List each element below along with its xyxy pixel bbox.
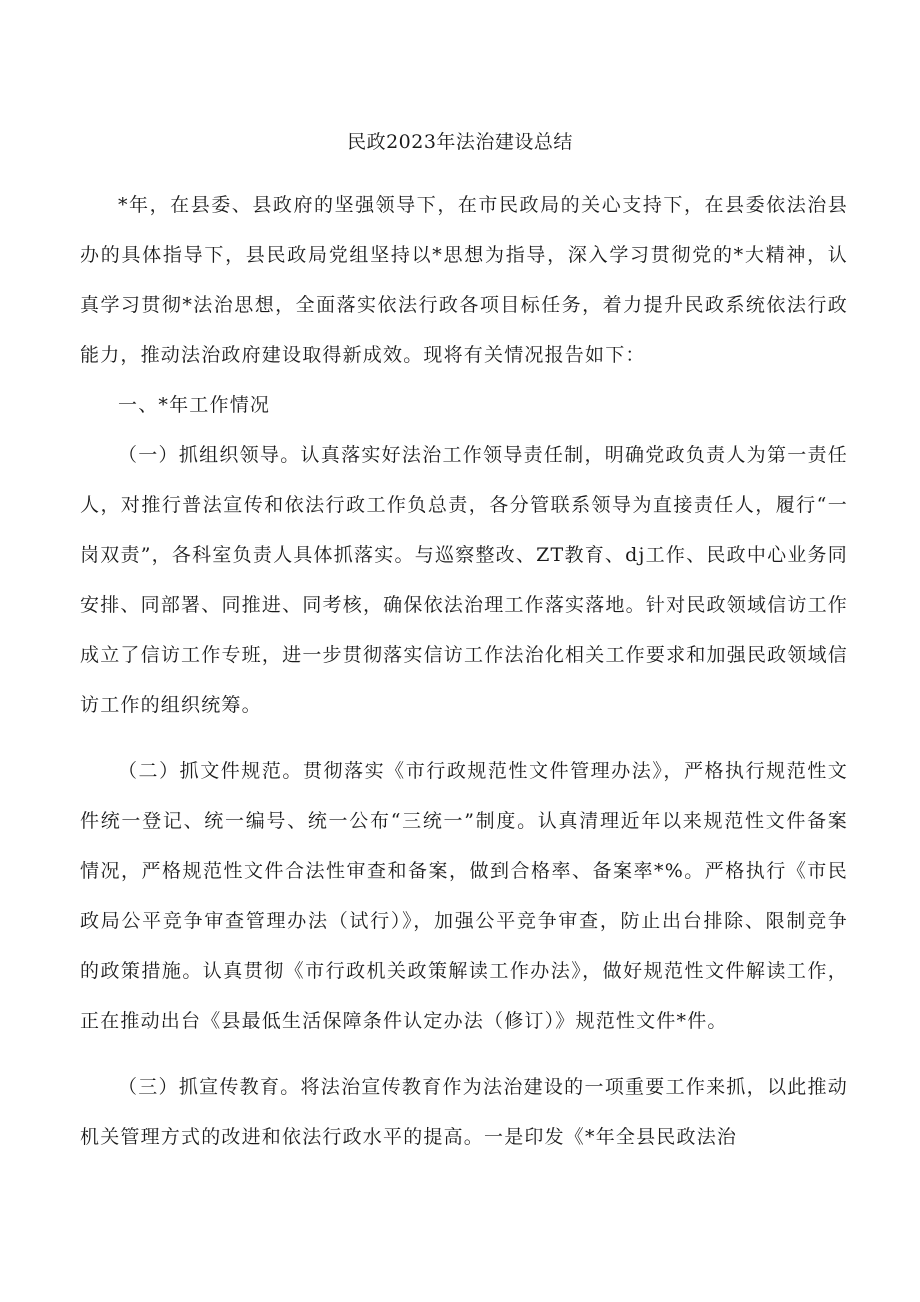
paragraph-gap bbox=[80, 730, 848, 746]
paragraph-organization: （一）抓组织领导。认真落实好法治工作领导责任制，明确党政负责人为第一责任人，对推行普法宣传和依法行政工作负总责，各分管联系领导为直接责任人，履行“一岗双责”，各科室负责人具体抓落实。与巡察整改、ZT教育、dj工作、民政中心业务同安排、同部署、同推进、同考核，确保依法治理工作落实落地。针对民政领域信访工作成立了信访工作专班，进一步贯彻落实信访工作法治化相关工作要求和加强民政领域信访工作的组织统筹。 bbox=[80, 444, 848, 716]
paragraph-gap bbox=[80, 1046, 848, 1062]
document-title: 民政2023年法治建设总结 bbox=[347, 131, 573, 153]
section-heading: 一、*年工作情况 bbox=[118, 394, 271, 416]
paragraph-documents: （二）抓文件规范。贯彻落实《市行政规范性文件管理办法》，严格执行规范性文件统一登记、统一编号、统一公布“三统一”制度。认真清理近年以来规范性文件备案情况，严格规范性文件合法性审查和备案，做到合格率、备案率*%。严格执行《市民政局公平竞争审查管理办法（试行）》，加强公平竞争审查，防止出台排除、限制竞争的政策措施。认真贯彻《市行政机关政策解读工作办法》，做好规范性文件解读工作，正在推动出台《县最低生活保障条件认定办法（修订）》规范性文件*件。 bbox=[80, 760, 848, 1032]
document-body bbox=[80, 180, 848, 1162]
intro-paragraph: *年，在县委、县政府的坚强领导下，在市民政局的关心支持下，在县委依法治县办的具体指导下，县民政局党组坚持以*思想为指导，深入学习贯彻党的*大精神，认真学习贯彻*法治思想，全面落实依法行政各项目标任务，着力提升民政系统依法行政能力，推动法治政府建设取得新成效。现将有关情况报告如下： bbox=[80, 194, 848, 366]
paragraph-education: （三）抓宣传教育。将法治宣传教育作为法治建设的一项重要工作来抓，以此推动机关管理方式的改进和依法行政水平的提高。一是印发《*年全县民政法治 bbox=[80, 1076, 848, 1148]
